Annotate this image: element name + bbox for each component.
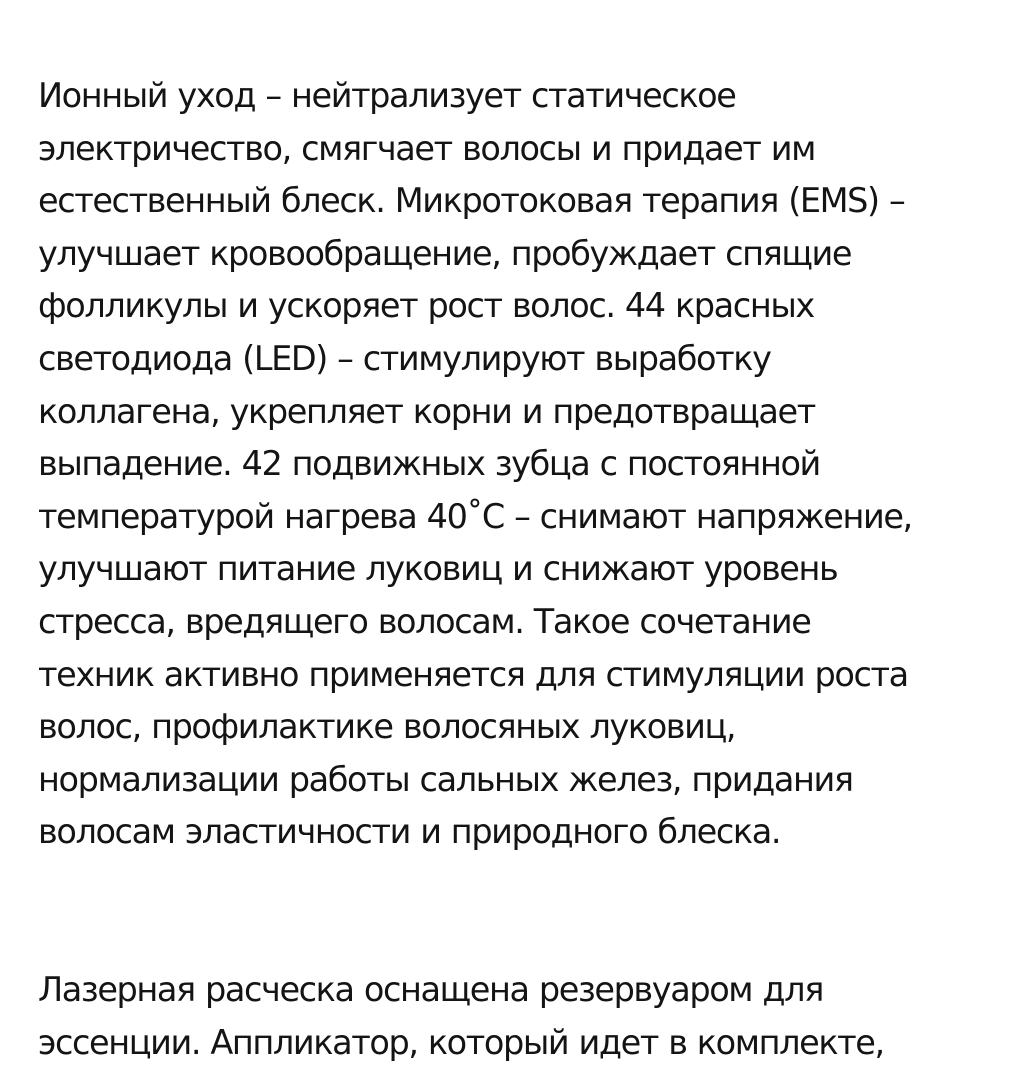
paragraph-laser-comb bbox=[38, 964, 998, 1069]
paragraph-spacer bbox=[38, 859, 998, 964]
text-line: Лазерная расческа оснащена резервуаром для bbox=[38, 964, 998, 1017]
text-line: коллагена, укрепляет корни и предотвращает bbox=[38, 386, 998, 439]
text-line: стресса, вредящего волосам. Такое сочетание bbox=[38, 596, 998, 649]
text-line: улучшают питание луковиц и снижают уровень bbox=[38, 543, 998, 596]
text-line: выпадение. 42 подвижных зубца с постоянной bbox=[38, 438, 998, 491]
text-line: температурой нагрева 40˚С – снимают напряжение, bbox=[38, 491, 998, 544]
text-line: эссенции. Аппликатор, который идет в комплекте, bbox=[38, 1017, 998, 1069]
text-line: электричество, смягчает волосы и придает им bbox=[38, 123, 998, 176]
paragraph-features bbox=[38, 70, 998, 859]
text-line: улучшает кровообращение, пробуждает спящие bbox=[38, 228, 998, 281]
text-line: нормализации работы сальных желез, придания bbox=[38, 754, 998, 807]
text-line: Ионный уход – нейтрализует статическое bbox=[38, 70, 998, 123]
text-line: техник активно применяется для стимуляции роста bbox=[38, 649, 998, 702]
text-line: волос, профилактике волосяных луковиц, bbox=[38, 701, 998, 754]
article-body bbox=[38, 70, 998, 1069]
text-line: светодиода (LED) – стимулируют выработку bbox=[38, 333, 998, 386]
text-line: волосам эластичности и природного блеска. bbox=[38, 806, 998, 859]
text-line: фолликулы и ускоряет рост волос. 44 красных bbox=[38, 280, 998, 333]
text-line: естественный блеск. Микротоковая терапия (EMS) – bbox=[38, 175, 998, 228]
